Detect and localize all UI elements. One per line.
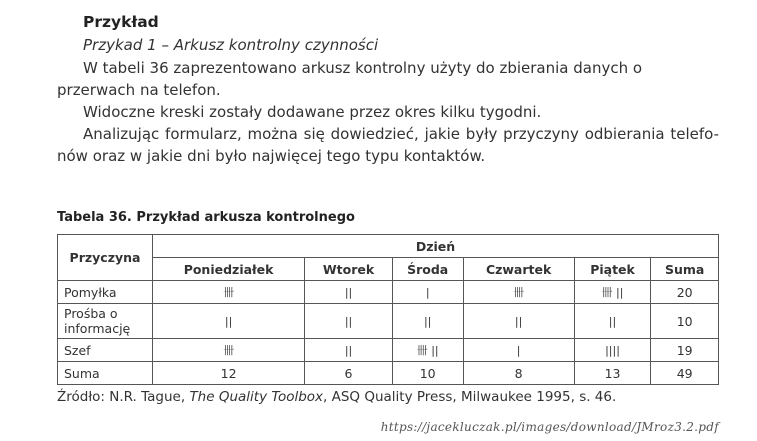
tally-cell: |||| [574, 339, 651, 362]
tally-cell: 卌 [153, 339, 305, 362]
table-row [58, 304, 719, 339]
source-url-watermark: https://jacekluczak.pl/images/download/JMroz3.2.pdf [380, 420, 719, 434]
tally-cell: || [153, 304, 305, 339]
sum-cell: 49 [651, 362, 719, 385]
column-header: Czwartek [463, 258, 574, 281]
paragraph-3-text: Analizując formularz, można się dowiedzieć, jakie były przyczyny odbierania telefo-nów oraz w jakie dni było najwięcej tego typu kontaktów. [57, 125, 719, 165]
sum-cell: 6 [305, 362, 393, 385]
table-sum-row [58, 362, 719, 385]
source-book-title: The Quality Toolbox [189, 389, 324, 405]
tally-cell: 卌 || [574, 281, 651, 304]
row-reason: Pomyłka [58, 281, 153, 304]
source-suffix: , ASQ Quality Press, Milwaukee 1995, s. 46. [323, 389, 617, 405]
row-sum-cell: 10 [651, 304, 719, 339]
tally-cell: | [463, 339, 574, 362]
row-sum-cell: 19 [651, 339, 719, 362]
row-sum-cell: 20 [651, 281, 719, 304]
column-header: Piątek [574, 258, 651, 281]
source-note [57, 389, 616, 405]
column-header: Poniedziałek [153, 258, 305, 281]
table-header-row [58, 235, 719, 258]
tally-cell: || [305, 281, 393, 304]
source-prefix: Źródło: N.R. Tague, [57, 389, 190, 405]
table-row [58, 281, 719, 304]
column-header: Suma [651, 258, 719, 281]
table-subheader-row [58, 258, 719, 281]
sum-cell: 10 [392, 362, 463, 385]
tally-cell: || [574, 304, 651, 339]
row-reason: Szef [58, 339, 153, 362]
check-sheet-table [57, 234, 719, 385]
header-reason: Przyczyna [58, 235, 153, 281]
tally-cell: || [305, 304, 393, 339]
tally-cell: || [463, 304, 574, 339]
sum-row-label: Suma [58, 362, 153, 385]
column-header: Wtorek [305, 258, 393, 281]
sum-cell: 13 [574, 362, 651, 385]
paragraph-1-text: W tabeli 36 zaprezentowano arkusz kontrolny użyty do zbierania danych o przerwach na telefon. [57, 59, 643, 99]
tally-cell: || [305, 339, 393, 362]
example-subheading: Przykad 1 – Arkusz kontrolny czynności [83, 36, 379, 54]
tally-cell: 卌 || [392, 339, 463, 362]
header-day: Dzień [153, 235, 719, 258]
tally-cell: || [392, 304, 463, 339]
table-caption: Tabela 36. Przykład arkusza kontrolnego [57, 210, 355, 225]
row-reason: Prośba o informację [58, 304, 153, 339]
paragraph-1 [57, 57, 719, 101]
table-row [58, 339, 719, 362]
column-header: Środa [392, 258, 463, 281]
tally-cell: 卌 [463, 281, 574, 304]
section-heading: Przykład [83, 13, 159, 31]
sum-cell: 12 [153, 362, 305, 385]
paragraph-3 [57, 123, 719, 167]
paragraph-2 [57, 101, 719, 123]
tally-cell: | [392, 281, 463, 304]
tally-cell: 卌 [153, 281, 305, 304]
sum-cell: 8 [463, 362, 574, 385]
paragraph-2-text: Widoczne kreski zostały dodawane przez okres kilku tygodni. [83, 103, 542, 121]
